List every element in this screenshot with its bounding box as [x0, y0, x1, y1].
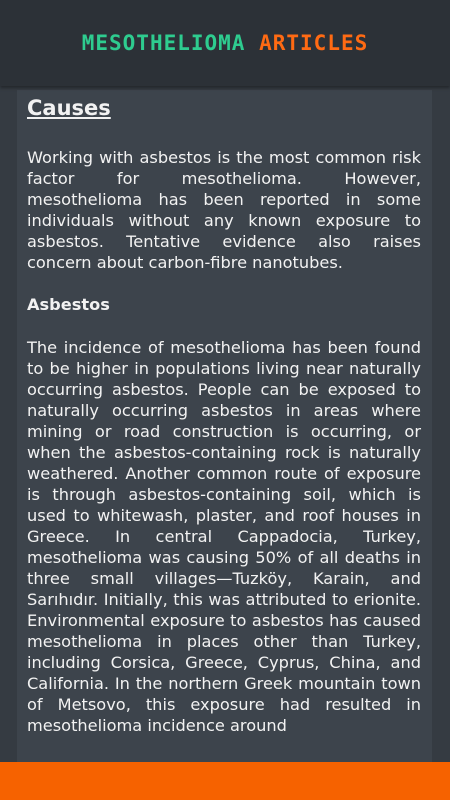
app-header: [0, 0, 450, 86]
article-intro-paragraph: Working with asbestos is the most common risk factor for mesothelioma. However, mesothelioma has been reported in some individuals without any known exposure to asbestos. Tentative evidence also raises concern about carbon-fibre nanotubes.: [27, 148, 421, 272]
bottom-banner-bar[interactable]: [0, 762, 450, 800]
article-heading: Causes: [27, 96, 111, 120]
article-subheading: Asbestos: [27, 295, 110, 314]
article-body-paragraph: The incidence of mesothelioma has been found to be higher in populations living near naturally occurring asbestos. People can be exposed to naturally occurring asbestos in areas where mining or road construction is occurring, or when the asbestos-containing rock is naturally weathered. Another common route of exposure is through asbestos-containing soil, which is used to whitewash, plaster, and roof houses in Greece. In central Cappadocia, Turkey, mesothelioma was causing 50% of all deaths in three small villages—Tuzköy, Karain, and Sarıhıdır. Initially, this was attributed to erionite. Environmental exposure to asbestos has caused mesothelioma in places other than Turkey, including Corsica, Greece, Cyprus, China, and California. In the northern Greek mountain town of Metsovo, this exposure had resulted in mesothelioma incidence around: [27, 338, 421, 735]
article-scroll-panel[interactable]: [17, 90, 432, 762]
article-content: [17, 90, 432, 736]
app-title-mesothelioma: MESOTHELIOMA: [81, 31, 246, 55]
app-title: [82, 31, 369, 55]
app-title-articles: ARTICLES: [259, 31, 369, 55]
